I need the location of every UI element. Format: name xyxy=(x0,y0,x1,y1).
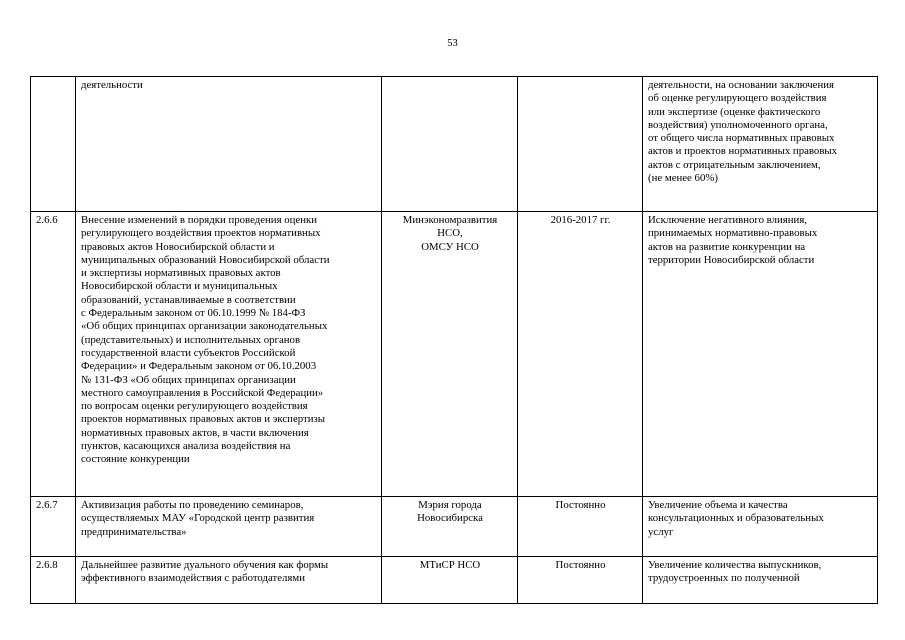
execution-term-cell: Постоянно xyxy=(518,557,643,604)
table-row xyxy=(31,557,878,604)
page-number: 53 xyxy=(447,38,458,49)
table-row xyxy=(31,212,878,497)
measure-description-cell: Внесение изменений в порядки проведения оценки регулирующего воздействия проектов нормативных правовых актов Новосибирской области и муниципальных образований Новосибирской области и экспертизы нормативных правовых актов Новосибирской области и муниципальных образований, устанавливаемые в соответствии с Федеральным законом от 06.10.1999 № 184-ФЗ «Об общих принципах организации законодательных (представительных) и исполнительных органов государственной власти субъектов Российской Федерации» и Федеральным законом от 06.10.2003 № 131-ФЗ «Об общих принципах организации местного самоуправления в Российской Федерации» по вопросам оценки регулирующего воздействия проектов нормативных правовых актов и экспертизы нормативных правовых актов, в части включения пунктов, касающихся анализа воздействия на состояние конкуренции xyxy=(76,212,382,497)
execution-term-cell: Постоянно xyxy=(518,497,643,557)
execution-term-cell xyxy=(518,77,643,212)
expected-result-cell: Увеличение объема и качества консультационных и образовательных услуг xyxy=(643,497,878,557)
row-number-cell xyxy=(31,77,76,212)
responsible-executor-cell: Минэкономразвития НСО, ОМСУ НСО xyxy=(382,212,518,497)
expected-result-cell: деятельности, на основании заключения об оценке регулирующего воздействия или экспертизе (оценке фактического воздействия) уполномоченного органа, от общего числа нормативных правовых актов и проектов нормативных правовых актов с отрицательным заключением, (не менее 60%) xyxy=(643,77,878,212)
execution-term-cell: 2016-2017 гг. xyxy=(518,212,643,497)
responsible-executor-cell xyxy=(382,77,518,212)
row-number-cell: 2.6.7 xyxy=(31,497,76,557)
responsible-executor-cell: Мэрия города Новосибирска xyxy=(382,497,518,557)
table-row xyxy=(31,77,878,212)
responsible-executor-cell: МТиСР НСО xyxy=(382,557,518,604)
measure-description-cell: Активизация работы по проведению семинаров, осуществляемых МАУ «Городской центр развития предпринимательства» xyxy=(76,497,382,557)
table-row xyxy=(31,497,878,557)
expected-result-cell: Увеличение количества выпускников, трудоустроенных по полученной xyxy=(643,557,878,604)
row-number-cell: 2.6.6 xyxy=(31,212,76,497)
measure-description-cell: Дальнейшее развитие дуального обучения как формы эффективного взаимодействия с работодателями xyxy=(76,557,382,604)
measures-table xyxy=(30,76,878,604)
row-number-cell: 2.6.8 xyxy=(31,557,76,604)
measure-description-cell: деятельности xyxy=(76,77,382,212)
expected-result-cell: Исключение негативного влияния, принимаемых нормативно-правовых актов на развитие конкуренции на территории Новосибирской области xyxy=(643,212,878,497)
